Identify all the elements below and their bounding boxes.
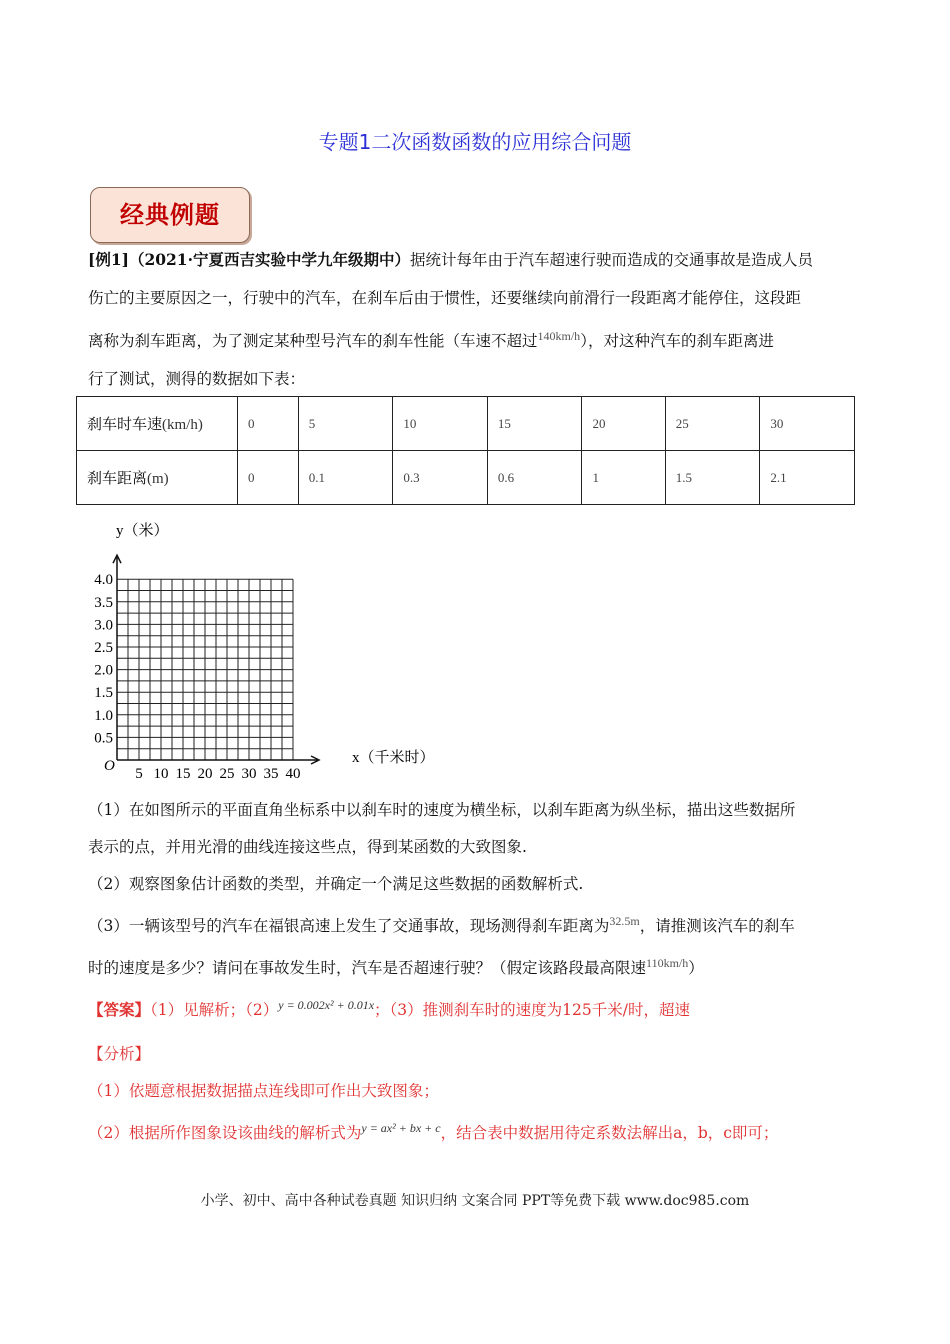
question-3-text-a: （3）一辆该型号的汽车在福银高速上发生了交通事故，现场测得刹车距离为 — [88, 917, 610, 935]
x-tick-label: 40 — [285, 766, 301, 780]
y-tick-label: 1.5 — [94, 685, 113, 702]
example-text-3b: ），对这种汽车的刹车距离进 — [580, 332, 774, 350]
analysis-line-2 — [88, 1110, 863, 1152]
data-table — [76, 396, 855, 505]
table-cell: 0.6 — [487, 451, 582, 505]
x-axis-label: x（千米时） — [352, 750, 435, 766]
table-cell: 30 — [760, 397, 855, 451]
coordinate-grid — [80, 515, 460, 780]
example-text-1: 据统计每年由于汽车超速行驶而造成的交通事故是造成人员 — [410, 251, 814, 269]
answer-block — [88, 985, 863, 1030]
y-tick-label: 2.5 — [94, 640, 113, 656]
brake-distance-value: 32.5m — [609, 914, 640, 928]
highway-limit-value: 110km/h — [646, 956, 689, 970]
y-tick-label: 1.0 — [94, 707, 113, 724]
origin-label: O — [104, 758, 115, 774]
x-tick-label: 30 — [241, 766, 257, 780]
question-3-text-d: ） — [688, 959, 704, 977]
grid-lines — [117, 579, 293, 760]
row-header-unit: (m) — [147, 471, 169, 487]
answer-formula: y = 0.002x² + 0.01x — [278, 998, 375, 1012]
row-header-unit: (km/h) — [162, 417, 203, 433]
x-tick-label: 5 — [135, 766, 143, 780]
analysis-line-1: （1）依题意根据数据描点连线即可作出大致图象； — [88, 1082, 439, 1100]
speed-limit-value: 140km/h — [537, 329, 581, 343]
x-tick-label: 10 — [153, 766, 169, 780]
table-row — [77, 451, 855, 505]
y-tick-label: 0.5 — [94, 730, 113, 747]
questions — [88, 792, 863, 987]
question-2: （2）观察图象估计函数的类型，并确定一个满足这些数据的函数解析式. — [88, 875, 584, 893]
question-3-line-2 — [88, 945, 863, 987]
table-cell: 15 — [487, 397, 582, 451]
table-cell: 0.3 — [393, 451, 488, 505]
example-source: （2021·宁夏西吉实验中学九年级期中） — [128, 250, 410, 269]
table-cell: 25 — [665, 397, 760, 451]
example-line-3 — [88, 317, 863, 360]
analysis-text-a: （2）根据所作图象设该曲线的解析式为 — [88, 1124, 362, 1142]
example-line-4: 行了测试，测得的数据如下表： — [88, 370, 306, 388]
y-tick-labels — [94, 572, 113, 746]
row-header-distance — [77, 451, 238, 505]
row-header-text: 刹车距离 — [87, 471, 148, 487]
row-header-speed — [77, 397, 238, 451]
question-3-line-1 — [88, 903, 863, 945]
question-1-line-2: 表示的点，并用光滑的曲线连接这些点，得到某函数的大致图象. — [88, 838, 527, 856]
x-tick-label: 25 — [219, 766, 235, 780]
page-footer: 小学、初中、高中各种试卷真题 知识归纳 文案合同 PPT等免费下载 www.doc985.com — [200, 1193, 750, 1209]
example-text-3a: 离称为刹车距离，为了测定某种型号汽车的刹车性能（车速不超过 — [88, 332, 538, 350]
table-cell: 0 — [238, 397, 299, 451]
table-cell: 5 — [298, 397, 393, 451]
x-tick-label: 15 — [175, 766, 191, 780]
y-tick-label: 3.5 — [94, 594, 113, 611]
analysis-formula: y = ax² + bx + c — [361, 1121, 441, 1135]
y-tick-label: 4.0 — [94, 572, 113, 589]
y-axis — [113, 555, 121, 760]
table-cell: 0.1 — [298, 451, 393, 505]
section-badge — [90, 187, 250, 243]
answer-part-1: （1）见解析；（2） — [150, 1001, 279, 1019]
answer-label: 【答案】 — [88, 1000, 151, 1019]
table-cell: 10 — [393, 397, 488, 451]
analysis-block — [88, 1036, 863, 1152]
example-line-2: 伤亡的主要原因之一，行驶中的汽车，在刹车后由于惯性，还要继续向前滑行一段距离才能停住，这段距 — [88, 289, 802, 307]
y-axis-label: y（米） — [116, 523, 169, 539]
y-tick-label: 3.0 — [94, 617, 113, 634]
table-cell: 0 — [238, 451, 299, 505]
x-tick-label: 20 — [197, 766, 213, 780]
example-paragraph — [88, 241, 863, 398]
x-axis — [117, 756, 319, 764]
question-3-text-c: 时的速度是多少？请问在事故发生时，汽车是否超速行驶？（假定该路段最高限速 — [88, 959, 647, 977]
x-tick-labels — [135, 766, 300, 780]
page-title: 专题1二次函数函数的应用综合问题 — [318, 130, 632, 154]
table-cell: 1.5 — [665, 451, 760, 505]
table-cell: 2.1 — [760, 451, 855, 505]
question-1-line-1: （1）在如图所示的平面直角坐标系中以刹车时的速度为横坐标，以刹车距离为纵坐标，描出这些数据所 — [88, 801, 796, 819]
row-header-text: 刹车时车速 — [87, 417, 163, 433]
example-tag: [例1] — [88, 250, 129, 269]
table-cell: 20 — [582, 397, 665, 451]
example-line-1 — [88, 241, 863, 279]
analysis-text-b: ，结合表中数据用待定系数法解出a，b，c即可； — [440, 1124, 779, 1142]
table-row — [77, 397, 855, 451]
answer-part-2: ；（3）推测刹车时的速度为125千米/时，超速 — [374, 1001, 690, 1019]
table-cell: 1 — [582, 451, 665, 505]
section-badge-label: 经典例题 — [120, 200, 220, 229]
x-tick-label: 35 — [263, 766, 279, 780]
y-tick-label: 2.0 — [94, 662, 113, 679]
question-3-text-b: ，请推测该汽车的刹车 — [639, 917, 795, 935]
analysis-label: 【分析】 — [88, 1045, 151, 1063]
